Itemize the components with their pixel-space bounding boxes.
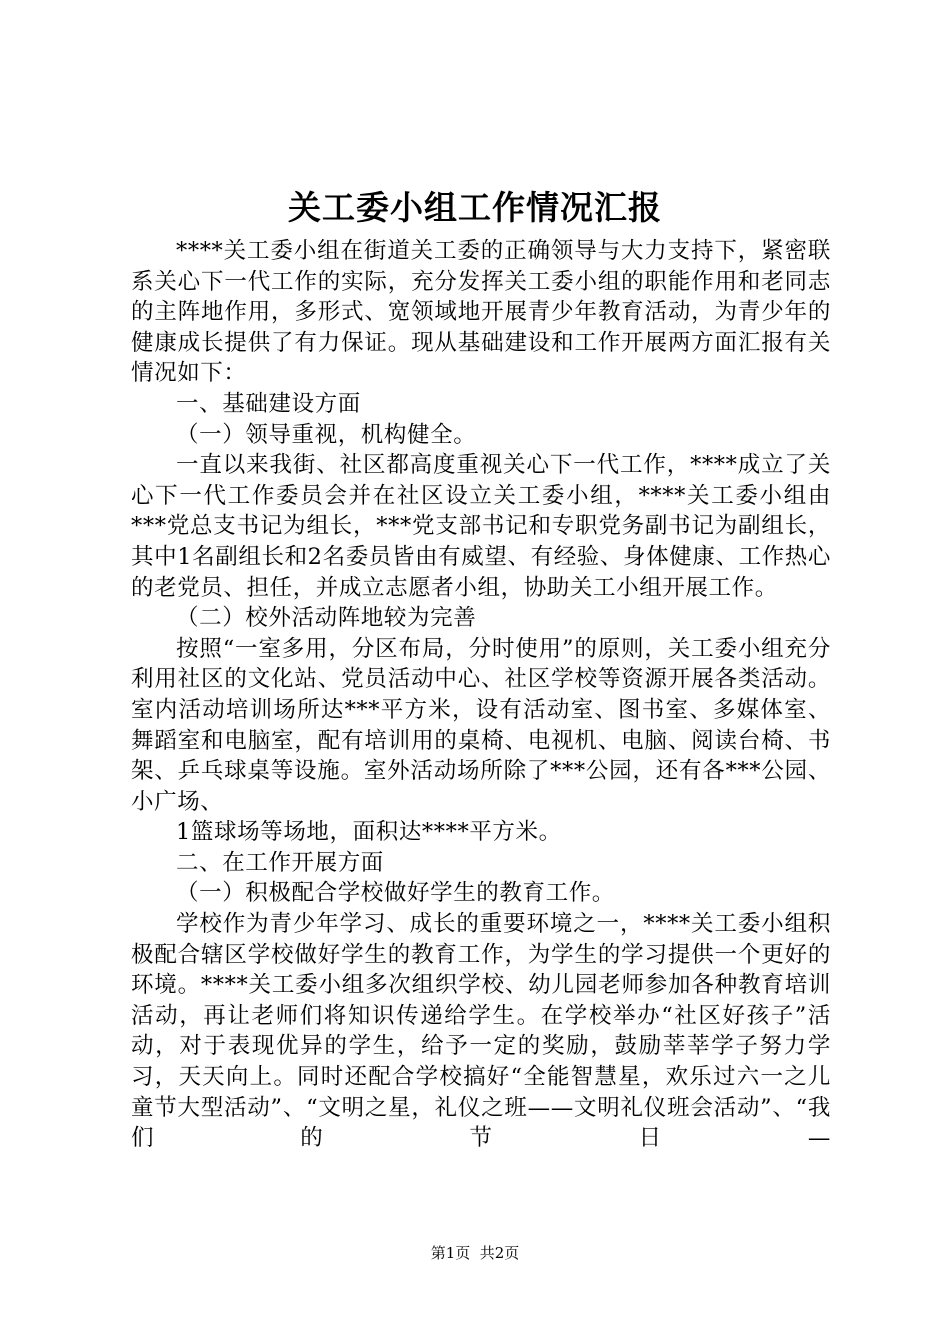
activity-venues-continuation: 1篮球场等场地，面积达****平方米。 <box>176 819 562 846</box>
section-heading-basic-construction: 一、基础建设方面 <box>176 390 361 417</box>
intro-paragraph: ****关工委小组在街道关工委的正确领导与大力支持下，紧密联系关心下一代工作的实际，充分发挥关工委小组的职能作用和老同志的主阵地作用，多形式、宽领域地开展青少年教育活动，为青少年的健康成长提供了有力保证。现从基础建设和工作开展两方面汇报有关情况如下： <box>131 238 831 387</box>
document-title: 关工委小组工作情况汇报 <box>288 188 662 227</box>
section-heading-work-development: 二、在工作开展方面 <box>176 849 384 876</box>
school-cooperation-paragraph: 学校作为青少年学习、成长的重要环境之一，****关工委小组积极配合辖区学校做好学生的教育工作，为学生的学习提供一个更好的环境。****关工委小组多次组织学校、幼儿园老师参加各种教育培训活动，再让老师们将知识传递给学生。在学校举办“社区好孩子”活动，对于表现优异的学生，给予一定的奖励，鼓励莘莘学子努力学习，天天向上。同时还配合学校搞好“全能智慧星，欢乐过六一之儿童节大型活动”、“文明之星，礼仪之班——文明礼仪班会活动”、“我们的节日— <box>131 911 831 1152</box>
subsection-heading-activity-venues: （二）校外活动阵地较为完善 <box>176 605 477 632</box>
page-number-footer: 第1页 共2页 <box>430 1244 520 1262</box>
subsection-heading-leadership: （一）领导重视，机构健全。 <box>176 421 477 448</box>
subsection-heading-school-cooperation: （一）积极配合学校做好学生的教育工作。 <box>176 880 615 907</box>
document-body <box>131 236 831 1154</box>
leadership-paragraph: 一直以来我街、社区都高度重视关心下一代工作，****成立了关心下一代工作委员会并在社区设立关工委小组，****关工委小组由***党总支书记为组长，***党支部书记和专职党务副书记为副组长，其中1名副组长和2名委员皆由有威望、有经验、身体健康、工作热心的老党员、担任，并成立志愿者小组，协助关工小组开展工作。 <box>131 452 831 601</box>
activity-venues-paragraph: 按照“一室多用，分区布局，分时使用”的原则，关工委小组充分利用社区的文化站、党员活动中心、社区学校等资源开展各类活动。室内活动培训场所达***平方米，设有活动室、图书室、多媒体室、舞蹈室和电脑室，配有培训用的桌椅、电视机、电脑、阅读台椅、书架、乒乓球桌等设施。室外活动场所除了***公园，还有各***公园、小广场、 <box>131 635 831 815</box>
